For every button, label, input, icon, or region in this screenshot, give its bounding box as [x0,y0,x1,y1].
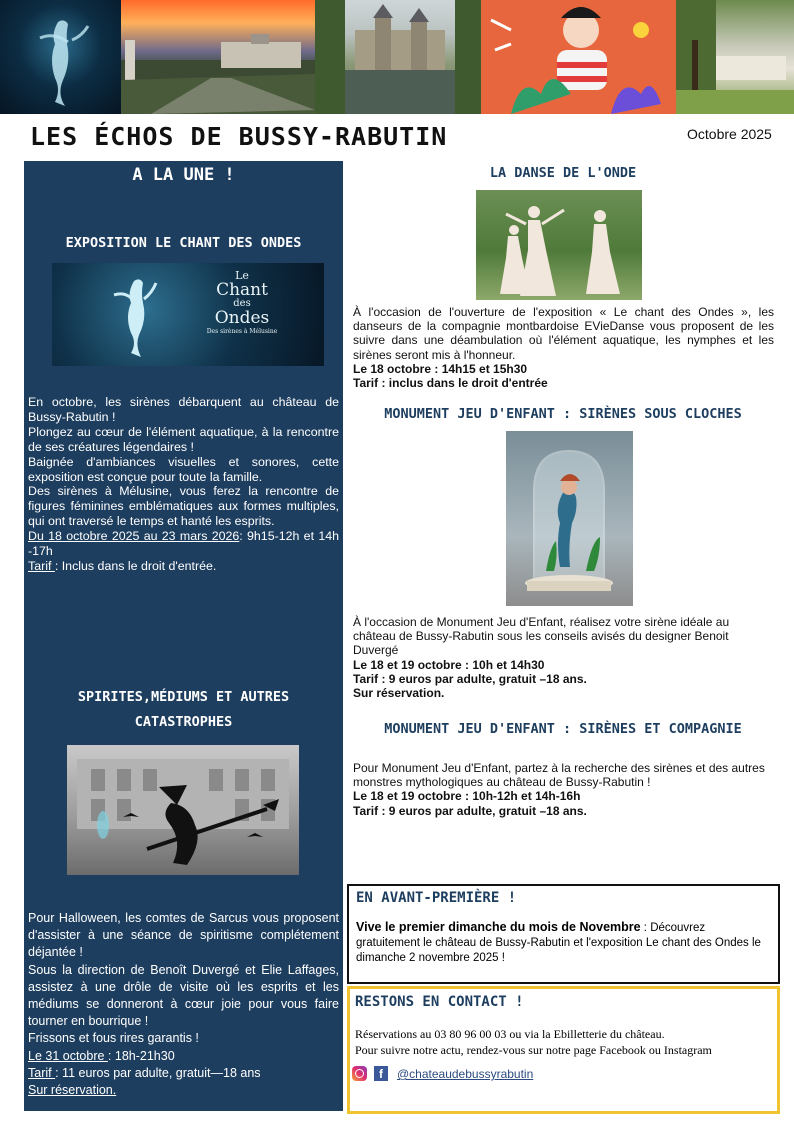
compagnie-description: Pour Monument Jeu d'Enfant, partez à la recherche des sirènes et des autres monstres mythologiques au château de Bussy-Rabutin ! Le 18 et 19 octobre : 10h-12h et 14h-16h Tarif : 9 euros par adulte, gratuit –18 ans. [353,761,765,818]
danse-title: LA DANSE DE L'ONDE [489,165,637,181]
expo-title: EXPOSITION LE CHANT DES ONDES [65,235,302,251]
cloches-title: MONUMENT JEU D'ENFANT : SIRÈNES SOUS CLOCHES [384,406,742,422]
facebook-icon[interactable]: f [374,1066,388,1081]
banner [0,0,794,114]
mermaid-photo [0,0,121,114]
avant-premiere-title: EN AVANT-PREMIÈRE ! [356,890,517,906]
avant-premiere-text: Vive le premier dimanche du mois de Novembre : Découvrez gratuitement le château de Bussy-Rabutin et l'exposition Le chant des Ondes le dimanche 2 novembre 2025 ! [356,920,761,964]
compagnie-title: MONUMENT JEU D'ENFANT : SIRÈNES ET COMPAGNIE [384,721,742,737]
castle-moat-photo [315,0,481,114]
expo-description: En octobre, les sirènes débarquent au château de Bussy-Rabutin ! Plongez au cœur de l'élément aquatique, à la rencontre de ses créatures légendaires ! Baignée d'ambiances visuelles et sonores, cette exposition est conçue pour toute la famille. Des sirènes à Mélusine, vous ferez la rencontre de figures féminines emblématiques aux formes multiples, qui ont traversé le temps et hanté les esprits. Du 18 octobre 2025 au 23 mars 2026: 9h15-12h et 14h -17h Tarif : Inclus dans le droit d'entrée. [28,395,339,573]
poster-title: Le Chant des Ondes Des sirènes à Mélusine [206,269,278,335]
contact-text: Réservations au 03 80 96 00 03 ou via la Ebilletterie du château. Pour suivre notre actu, rendez-vous sur notre page Facebook ou Instagram [355,1027,712,1057]
park-photo [676,0,794,114]
contact-title: RESTONS EN CONTACT ! [355,994,524,1010]
bell-jar-photo [506,431,633,606]
newsletter-title: LES ÉCHOS DE BUSSY-RABUTIN [30,122,448,151]
contact-box [347,986,780,1114]
section-title: A LA UNE ! [132,165,235,185]
avant-premiere-box [347,884,780,984]
instagram-icon[interactable] [352,1066,367,1081]
reservation-note: Sur réservation. [28,1083,117,1098]
danse-description: À l'occasion de l'ouverture de l'exposition « Le chant des Ondes », les danseurs de la compagnie montbardoise EVieDanse vous proposent de les suivre dans une déambulation où l'élément aquatique, les nymphes et les sirènes seront mis à l'honneur. Le 18 octobre : 14h15 et 15h30 Tarif : inclus dans le droit d'entrée [353,305,774,391]
expo-poster [52,263,324,366]
issue-date: Octobre 2025 [687,126,772,142]
spirites-description: Pour Halloween, les comtes de Sarcus vous proposent d'assister à une séance de spiritisme complétement déjantée ! Sous la direction de Benoît Duvergé et Elie Laffages, assistez à une drôle de visite où les esprits et les médiums se donneront à cœur joie pour vous faire tourner en bourrique ! Frissons et fous rires garantis ! Le 31 octobre : 18h-21h30 Tarif : 11 euros par adulte, gratuit—18 ans Sur réservation. [28,910,339,1099]
spirites-title: SPIRITES,MÉDIUMS ET AUTRES CATASTROPHES [77,689,290,730]
illustration-photo [481,0,676,114]
social-handle-link[interactable]: @chateaudebussyrabutin [397,1067,534,1081]
cloches-description: À l'occasion de Monument Jeu d'Enfant, réalisez votre sirène idéale au château de Bussy-Rabutin sous les conseils avisés du designer Benoit Duvergé Le 18 et 19 octobre : 10h et 14h30 Tarif : 9 euros par adulte, gratuit –18 ans. Sur réservation. [353,615,730,701]
witch-photo [67,745,299,875]
mermaid-icon [106,273,166,359]
left-column [24,161,343,1111]
dance-photo [476,190,642,300]
sunset-castle-photo [121,0,315,114]
